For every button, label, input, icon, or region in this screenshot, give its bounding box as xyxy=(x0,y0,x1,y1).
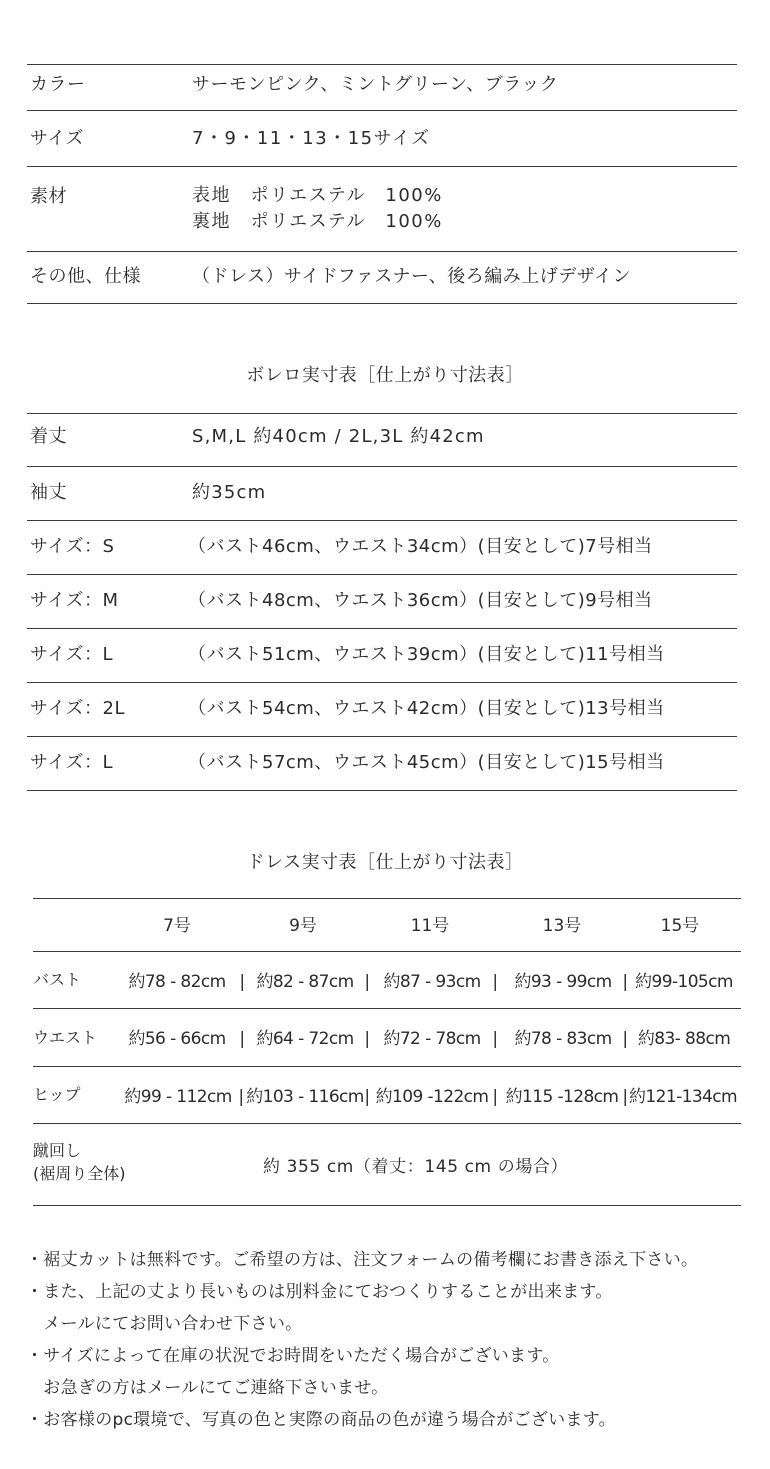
dress-cell: 約72 - 78cm xyxy=(383,1029,481,1049)
spec-value-material-lining: 裏地 ポリエステル 100% xyxy=(192,211,443,232)
divider xyxy=(27,790,737,791)
dress-cell: 約78 - 82cm xyxy=(128,972,226,992)
divider xyxy=(33,1205,741,1206)
size-header-15: 15号 xyxy=(660,916,700,936)
bolero-label-sleeve: 袖丈 xyxy=(30,482,67,503)
divider xyxy=(27,682,737,683)
size-header-7: 7号 xyxy=(163,916,191,936)
dress-cell: 約103 - 116cm xyxy=(246,1087,364,1107)
dress-cell: 約93 - 99cm xyxy=(514,972,612,992)
size-header-13: 13号 xyxy=(542,916,582,936)
divider xyxy=(33,1066,741,1067)
dress-label-hem: 蹴回し xyxy=(33,1141,82,1160)
size-header-9: 9号 xyxy=(289,916,317,936)
bolero-value-size-l2: （バスト57cm、ウエスト45cm）(目安として)15号相当 xyxy=(188,752,665,773)
note-line: メールにてお問い合わせ下さい。 xyxy=(26,1314,303,1334)
divider xyxy=(27,303,737,304)
spec-label-other: その他、仕様 xyxy=(30,266,141,287)
dress-cell: 約83- 88cm xyxy=(637,1029,731,1049)
bolero-value-sleeve: 約35cm xyxy=(192,482,267,503)
dress-value-hem: 約 355 cm（着丈：145 cm の場合） xyxy=(263,1157,569,1177)
dress-label-bust: バスト xyxy=(33,970,82,989)
divider xyxy=(33,951,741,952)
divider xyxy=(27,520,737,521)
divider xyxy=(33,1123,741,1124)
bolero-label-size-l: サイズ：L xyxy=(30,644,114,665)
size-header-11: 11号 xyxy=(410,916,450,936)
bolero-label-size-s: サイズ：S xyxy=(30,536,115,557)
spec-value-material-outer: 表地 ポリエステル 100% xyxy=(192,185,443,206)
note-line: お急ぎの方はメールにてご連絡下さいませ。 xyxy=(26,1378,389,1398)
dress-cell: 約99-105cm xyxy=(635,972,733,992)
dress-label-hip: ヒップ xyxy=(33,1085,81,1104)
dress-cell: 約99 - 112cm xyxy=(124,1087,232,1107)
divider xyxy=(27,628,737,629)
dress-cell: 約87 - 93cm xyxy=(383,972,481,992)
cell-separator: | xyxy=(492,972,498,992)
cell-separator: | xyxy=(364,1029,370,1049)
note-line: ・サイズによって在庫の状況でお時間をいただく場合がございます。 xyxy=(26,1346,560,1366)
bolero-value-size-2l: （バスト54cm、ウエスト42cm）(目安として)13号相当 xyxy=(188,698,665,719)
divider xyxy=(27,574,737,575)
cell-separator: | xyxy=(622,972,628,992)
spec-value-color: サーモンピンク、ミントグリーン、ブラック xyxy=(192,74,559,95)
dress-cell: 約78 - 83cm xyxy=(514,1029,612,1049)
dress-cell: 約56 - 66cm xyxy=(128,1029,226,1049)
dress-label-waist: ウエスト xyxy=(33,1028,98,1047)
cell-separator: | xyxy=(239,1029,245,1049)
bolero-label-size-m: サイズ：M xyxy=(30,590,119,611)
divider xyxy=(27,110,737,111)
bolero-value-length: S,M,L 約40cm / 2L,3L 約42cm xyxy=(192,426,485,447)
divider xyxy=(27,466,737,467)
divider xyxy=(27,166,737,167)
cell-separator: | xyxy=(364,1087,370,1107)
dress-cell: 約115 -128cm xyxy=(505,1087,619,1107)
cell-separator: | xyxy=(492,1087,498,1107)
dress-cell: 約82 - 87cm xyxy=(256,972,354,992)
cell-separator: | xyxy=(239,972,245,992)
dress-caption: ドレス実寸表［仕上がり寸法表］ xyxy=(246,852,524,873)
spec-value-other: （ドレス）サイドファスナー、後ろ編み上げデザイン xyxy=(192,266,631,287)
spec-label-material: 素材 xyxy=(30,186,67,207)
divider xyxy=(27,736,737,737)
spec-label-color: カラー xyxy=(30,74,86,95)
dress-cell: 約121-134cm xyxy=(629,1087,737,1107)
divider xyxy=(33,1008,741,1009)
divider xyxy=(27,251,737,252)
spec-value-size: 7・9・11・13・15サイズ xyxy=(192,128,431,149)
bolero-label-size-2l: サイズ：2L xyxy=(30,698,126,719)
bolero-label-length: 着丈 xyxy=(30,426,67,447)
spec-label-size: サイズ xyxy=(30,128,85,149)
note-line: ・また、上記の丈より長いものは別料金にておつくりすることが出来ます。 xyxy=(26,1282,613,1302)
bolero-caption: ボレロ実寸表［仕上がり寸法表］ xyxy=(246,365,524,386)
dress-label-hem-sub: (裾周り全体) xyxy=(33,1164,126,1183)
cell-separator: | xyxy=(622,1087,628,1107)
cell-separator: | xyxy=(492,1029,498,1049)
cell-separator: | xyxy=(238,1087,244,1107)
divider xyxy=(27,64,737,65)
divider xyxy=(33,898,741,899)
divider xyxy=(27,413,737,414)
cell-separator: | xyxy=(622,1029,628,1049)
note-line: ・裾丈カットは無料です。ご希望の方は、注文フォームの備考欄にお書き添え下さい。 xyxy=(26,1250,699,1270)
bolero-value-size-l: （バスト51cm、ウエスト39cm）(目安として)11号相当 xyxy=(188,644,665,665)
dress-cell: 約64 - 72cm xyxy=(256,1029,354,1049)
bolero-label-size-l2: サイズ：L xyxy=(30,752,114,773)
note-line: ・お客様のpc環境で、写真の色と実際の商品の色が違う場合がございます。 xyxy=(26,1410,616,1430)
cell-separator: | xyxy=(364,972,370,992)
bolero-value-size-m: （バスト48cm、ウエスト36cm）(目安として)9号相当 xyxy=(188,590,653,611)
dress-cell: 約109 -122cm xyxy=(375,1087,489,1107)
bolero-value-size-s: （バスト46cm、ウエスト34cm）(目安として)7号相当 xyxy=(188,536,653,557)
